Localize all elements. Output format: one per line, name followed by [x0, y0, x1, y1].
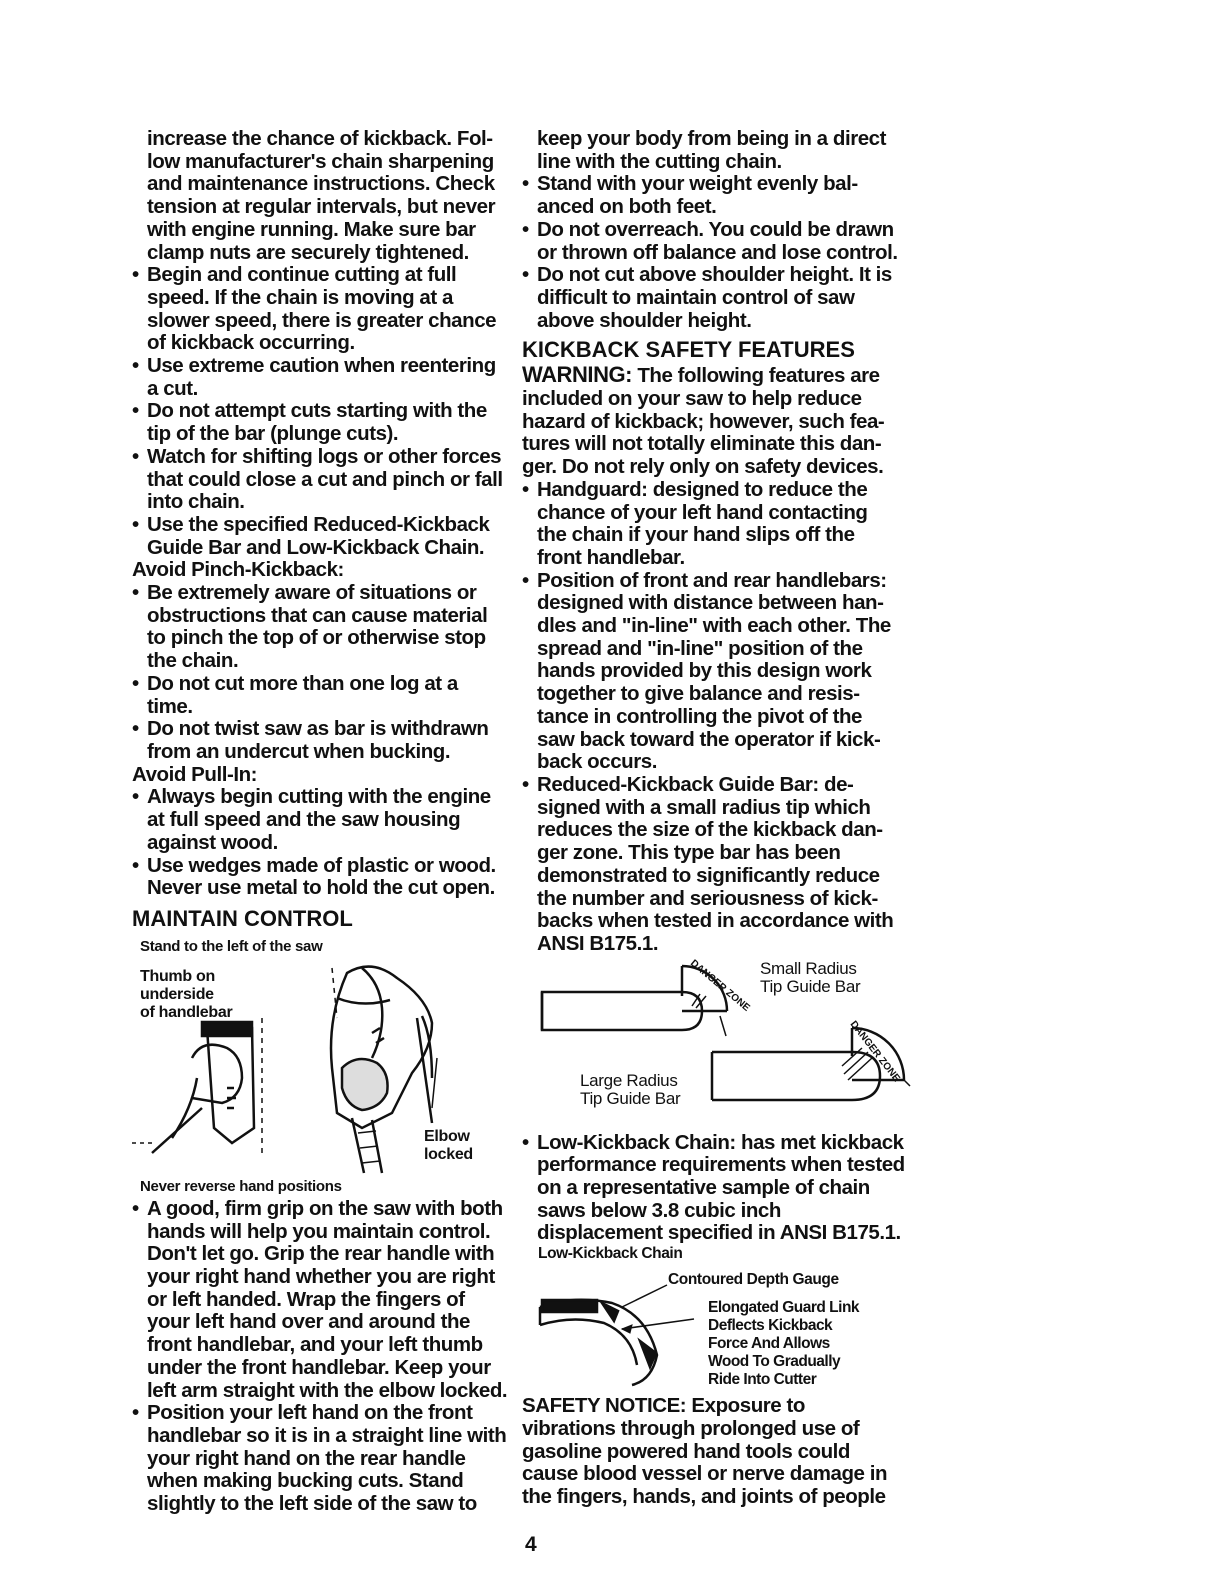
text-line: with engine running. Make sure bar: [147, 217, 476, 241]
text-line: or thrown off balance and lose control.: [537, 240, 898, 264]
text-line: on a representative sample of chain: [537, 1176, 870, 1200]
continued-paragraph: [522, 128, 914, 173]
label-line: locked: [424, 1145, 473, 1163]
bullet-item: [132, 1402, 514, 1516]
text-line: front handlebar.: [537, 545, 685, 569]
bullet-list: [522, 479, 914, 956]
text-line: the chain if your hand slips off the: [537, 523, 855, 547]
text-line: spread and "in-line" position of the: [537, 636, 863, 660]
text-line: • Use the specified Reduced-Kickback: [132, 514, 514, 537]
bullet-item: [522, 774, 914, 956]
text-line: tures will not totally eliminate this dan-: [522, 432, 882, 456]
label-line: Tip Guide Bar: [760, 976, 861, 996]
figure-caption-bottom: Never reverse hand positions: [140, 1177, 342, 1195]
text-line: to pinch the top of or otherwise stop: [147, 626, 486, 650]
danger-zone-small: DANGER ZONE: [688, 957, 752, 1014]
text-line: • Be extremely aware of situations or: [132, 582, 514, 605]
text-line: performance requirements when tested: [537, 1153, 905, 1177]
text-line: keep your body from being in a direct: [537, 127, 886, 150]
text-line: together to give balance and resis-: [537, 682, 860, 706]
text-line: Never use metal to hold the cut open.: [147, 876, 495, 900]
text-line: hands provided by this design work: [537, 659, 872, 683]
text-line: saw back toward the operator if kick-: [537, 727, 881, 751]
bullet-list: [132, 1198, 514, 1516]
bullet-item: [132, 264, 514, 355]
elongated-guard-link-label: [708, 1299, 859, 1389]
bullet-item: [132, 355, 514, 400]
bullet-item: [522, 1132, 914, 1246]
text-line: tension at regular intervals, but never: [147, 195, 496, 219]
text-line: demonstrated to significantly reduce: [537, 863, 880, 887]
text-line: • A good, firm grip on the saw with both: [132, 1198, 514, 1221]
text-line: Guide Bar and Low-Kickback Chain.: [147, 535, 485, 559]
bullet-item: [132, 718, 514, 763]
text-line: the fingers, hands, and joints of people: [522, 1484, 886, 1508]
danger-zone-large: DANGER ZONE: [847, 1018, 902, 1084]
text-line: • Do not twist saw as bar is withdrawn: [132, 718, 514, 741]
warning-line: [522, 364, 914, 388]
warning-label: WARNING:: [522, 362, 633, 388]
text-line: ger zone. This type bar has been: [537, 841, 841, 865]
left-column: [132, 128, 514, 1516]
text-line: that could close a cut and pinch or fall: [147, 467, 503, 491]
right-column: [522, 128, 914, 1509]
label-line: Large Radius: [580, 1070, 678, 1090]
text-line: • Do not cut more than one log at a: [132, 673, 514, 696]
text-line: • Use wedges made of plastic or wood.: [132, 855, 514, 878]
text-line: into chain.: [147, 490, 245, 514]
label-line: of handlebar: [140, 1003, 233, 1021]
text-line: when making bucking cuts. Stand: [147, 1469, 464, 1493]
bullet-item: [522, 570, 914, 774]
label-line: Deflects Kickback: [708, 1317, 833, 1335]
text-line: • Begin and continue cutting at full: [132, 264, 514, 287]
text-line: against wood.: [147, 830, 278, 854]
text-line: • Low-Kickback Chain: has met kickback: [522, 1132, 914, 1155]
bullet-item: [132, 786, 514, 854]
text-line: back occurs.: [537, 750, 657, 774]
text-line: difficult to maintain control of saw: [537, 285, 855, 309]
text-line: from an undercut when bucking.: [147, 739, 451, 763]
safety-notice-label: SAFETY NOTICE:: [522, 1394, 687, 1418]
safety-notice-line: [522, 1395, 914, 1418]
label-line: Tip Guide Bar: [580, 1088, 681, 1108]
small-radius-label: [760, 960, 860, 996]
bullet-item: [522, 173, 914, 218]
text-line: designed with distance between han-: [537, 591, 884, 615]
bullet-list: [522, 1132, 914, 1246]
text-line: • Do not cut above shoulder height. It is: [522, 264, 914, 287]
text-line: under the front handlebar. Keep your: [147, 1355, 491, 1379]
label-line: Ride Into Cutter: [708, 1371, 817, 1389]
text-line: your left hand over and around the: [147, 1310, 470, 1334]
hands-on-saw-illustration: [132, 938, 512, 1178]
guide-bar-figure: [522, 956, 914, 1132]
label-line: Elongated Guard Link: [708, 1299, 860, 1317]
figure-caption-top: Stand to the left of the saw: [140, 937, 323, 955]
bullet-list: [132, 786, 514, 900]
text-line: at full speed and the saw housing: [147, 808, 461, 832]
page-number: 4: [525, 1533, 537, 1556]
text-line: or left handed. Wrap the fingers of: [147, 1287, 465, 1311]
text-line: backs when tested in accordance with: [537, 909, 894, 933]
text-line: time.: [147, 694, 193, 718]
label-line: Force And Allows: [708, 1335, 830, 1353]
text-line: the number and seriousness of kick-: [537, 886, 878, 910]
bullet-list: [132, 582, 514, 764]
text-line: displacement specified in ANSI B175.1.: [537, 1221, 901, 1245]
bullet-item: [522, 219, 914, 264]
text-line: chance of your left hand contacting: [537, 500, 868, 524]
text-line: • Handguard: designed to reduce the: [522, 479, 914, 502]
text-line: • Do not overreach. You could be drawn: [522, 219, 914, 242]
text-line: • Position of front and rear handlebars:: [522, 570, 914, 593]
text-line: ANSI B175.1.: [537, 931, 659, 955]
text-line: line with the cutting chain.: [537, 149, 782, 173]
text-line: dles and "in-line" with each other. The: [537, 614, 891, 638]
bullet-item: [132, 673, 514, 718]
maintain-control-heading: MAINTAIN CONTROL: [132, 905, 353, 931]
text-line: and maintenance instructions. Check: [147, 172, 495, 196]
bullet-item: [132, 1198, 514, 1402]
text-line: saws below 3.8 cubic inch: [537, 1198, 781, 1222]
text-line: speed. If the chain is moving at a: [147, 285, 453, 309]
text-line: • Watch for shifting logs or other forces: [132, 446, 514, 469]
text-line: obstructions that can cause material: [147, 603, 488, 627]
text-line: • Position your left hand on the front: [132, 1402, 514, 1425]
bullet-item: [522, 479, 914, 570]
label-line: Thumb on: [140, 967, 215, 985]
text-line: signed with a small radius tip which: [537, 795, 871, 819]
text-line: ger. Do not rely only on safety devices.: [522, 455, 884, 479]
low-kickback-chain-figure: [522, 1245, 914, 1395]
bullet-item: [132, 855, 514, 900]
text-line: gasoline powered hand tools could: [522, 1439, 850, 1463]
text-line: slightly to the left side of the saw to: [147, 1492, 477, 1516]
text-line: anced on both feet.: [537, 195, 717, 219]
chain-diagram: [522, 1245, 712, 1395]
pull-in-heading: Avoid Pull-In:: [132, 762, 258, 786]
bullet-item: [132, 582, 514, 673]
text-line: of kickback occurring.: [147, 331, 355, 355]
text-line: • Reduced-Kickback Guide Bar: de-: [522, 774, 914, 797]
text-line: hazard of kickback; however, such fea-: [522, 409, 885, 433]
bullet-list: [522, 173, 914, 332]
large-radius-label: [580, 1072, 680, 1108]
text-line: above shoulder height.: [537, 308, 752, 332]
text-line: handlebar so it is in a straight line with: [147, 1423, 507, 1447]
text-line: tip of the bar (plunge cuts).: [147, 422, 399, 446]
text-line: Don't let go. Grip the rear handle with: [147, 1242, 495, 1266]
text-line: vibrations through prolonged use of: [522, 1416, 860, 1440]
text-line: • Use extreme caution when reentering: [132, 355, 514, 378]
text-line: your right hand whether you are right: [147, 1265, 495, 1289]
bullet-item: [132, 446, 514, 514]
text-line: hands will help you maintain control.: [147, 1219, 491, 1243]
text-line: clamp nuts are securely tightened.: [147, 240, 469, 264]
bullet-item: [132, 514, 514, 559]
safety-notice-first: Exposure to: [691, 1394, 805, 1418]
warning-first: The following features are: [637, 364, 880, 388]
bullet-item: [522, 264, 914, 332]
label-line: Wood To Gradually: [708, 1353, 841, 1371]
text-line: • Always begin cutting with the engine: [132, 786, 514, 809]
text-line: included on your saw to help reduce: [522, 387, 862, 411]
text-line: reduces the size of the kickback dan-: [537, 818, 883, 842]
text-line: tance in controlling the pivot of the: [537, 704, 863, 728]
pinch-kickback-heading: Avoid Pinch-Kickback:: [132, 558, 344, 582]
text-line: low manufacturer's chain sharpening: [147, 149, 494, 173]
text-line: • Do not attempt cuts starting with the: [132, 400, 514, 423]
bullet-list: [132, 264, 514, 559]
bullet-item: [132, 400, 514, 445]
label-line: Small Radius: [760, 958, 857, 978]
label-line: underside: [140, 985, 214, 1003]
text-line: the chain.: [147, 649, 239, 673]
text-line: increase the chance of kickback. Fol-: [147, 127, 493, 150]
label-line: Elbow: [424, 1127, 470, 1145]
chain-figure-title: Low-Kickback Chain: [538, 1245, 683, 1263]
text-line: • Stand with your weight evenly bal-: [522, 173, 914, 196]
text-line: your right hand on the rear handle: [147, 1446, 466, 1470]
text-line: front handlebar, and your left thumb: [147, 1333, 483, 1357]
text-line: left arm straight with the elbow locked.: [147, 1378, 508, 1402]
contoured-depth-gauge-label: Contoured Depth Gauge: [668, 1271, 839, 1289]
intro-paragraph: [132, 128, 514, 264]
text-line: cause blood vessel or nerve damage in: [522, 1462, 888, 1486]
maintain-control-figure: [132, 938, 514, 1198]
text-line: a cut.: [147, 376, 198, 400]
text-line: slower speed, there is greater chance: [147, 308, 497, 332]
kickback-safety-heading: KICKBACK SAFETY FEATURES: [522, 337, 855, 363]
